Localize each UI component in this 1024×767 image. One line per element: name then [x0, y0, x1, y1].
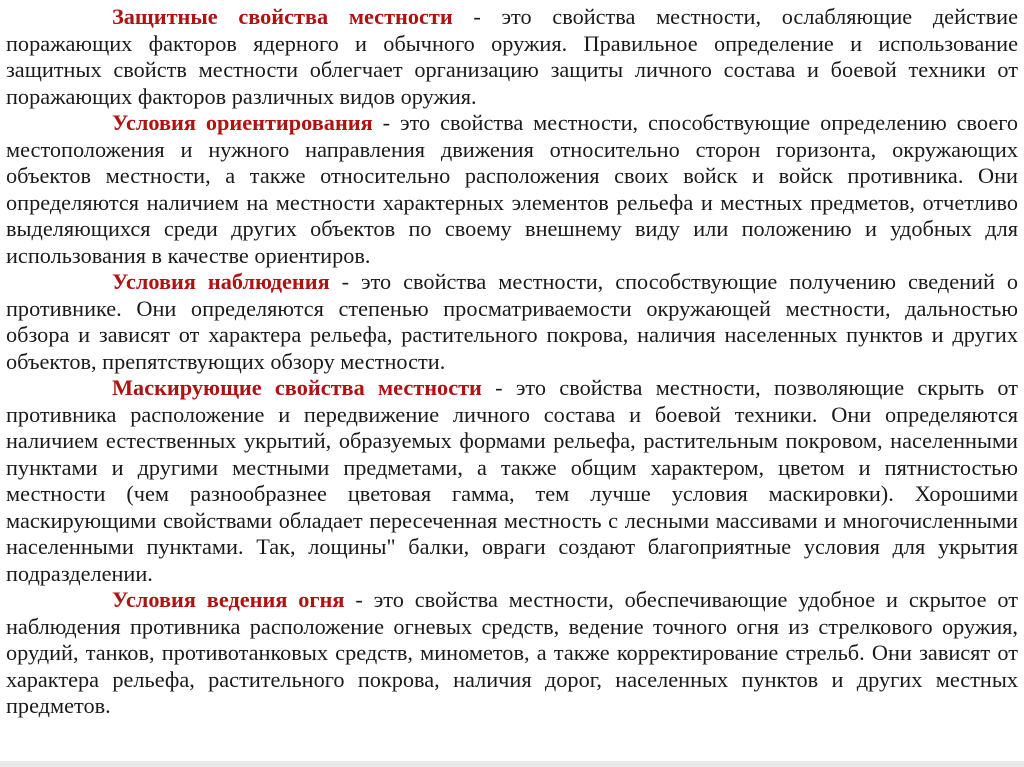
- definition-fire-conditions: - это свойства местности, обеспечивающие удобное и скрытое от наблюдения противника расположение огневых средств, ведение точного огня из стрелкового оружия, орудий, танков, противотанковых средств, минометов, а также корректирование стрельб. Они зависят от характера рельефа, растительного покрова, наличия дорог, населенных пунктов и других местных предметов.: [6, 587, 1018, 718]
- paragraph-camouflage-properties: [6, 375, 1018, 587]
- paragraph-protective-properties: [6, 4, 1018, 110]
- term-protective-properties: Защитные свойства местности: [112, 4, 453, 29]
- term-orientation-conditions: Условия ориентирования: [112, 110, 373, 135]
- term-camouflage-properties: Маскирующие свойства местности: [112, 375, 482, 400]
- paragraph-observation-conditions: [6, 269, 1018, 375]
- term-fire-conditions: Условия ведения огня: [112, 587, 345, 612]
- document-body: [6, 4, 1018, 720]
- definition-observation-conditions: - это свойства местности, способствующие получению сведений о противнике. Они определяются степенью просматриваемости окружающей местности, дальностью обзора и зависят от характера рельефа, растительного покрова, наличия населенных пунктов и других объектов, препятствующих обзору местности.: [6, 269, 1018, 374]
- definition-protective-properties: - это свойства местности, ослабляющие действие поражающих факторов ядерного и обычного оружия. Правильное определение и использование защитных свойств местности облегчает организацию защиты личного состава и боевой техники от поражающих факторов различных видов оружия.: [6, 4, 1018, 109]
- definition-orientation-conditions: - это свойства местности, способствующие определению своего местоположения и нужного направления движения относительно сторон горизонта, окружающих объектов местности, а также относительно расположения своих войск и войск противника. Они определяются наличием на местности характерных элементов рельефа и местных предметов, отчетливо выделяющихся среди других объектов по своему внешнему виду или положению и удобных для использования в качестве ориентиров.: [6, 110, 1018, 268]
- paragraph-orientation-conditions: [6, 110, 1018, 269]
- term-observation-conditions: Условия наблюдения: [112, 269, 330, 294]
- paragraph-fire-conditions: [6, 587, 1018, 720]
- bottom-divider: [0, 761, 1024, 767]
- definition-camouflage-properties: - это свойства местности, позволяющие скрыть от противника расположение и передвижение личного состава и боевой техники. Они определяются наличием естественных укрытий, образуемых формами рельефа, растительным покровом, населенными пунктами и другими местными предметами, а также общим характером, цветом и пятнистостью местности (чем разнообразнее цветовая гамма, тем лучше условия маскировки). Хорошими маскирующими свойствами обладает пересеченная местность с лесными массивами и многочисленными населенными пунктами. Так, лощины" балки, овраги создают благоприятные условия для укрытия подразделении.: [6, 375, 1019, 586]
